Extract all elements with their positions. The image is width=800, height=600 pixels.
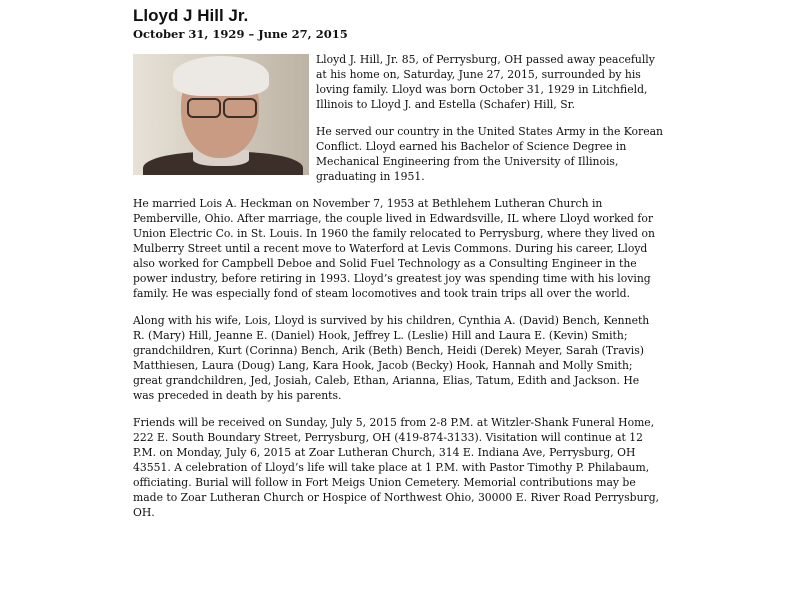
photo-glasses-left	[187, 98, 221, 118]
photo-hair	[173, 56, 269, 96]
obituary-dates: October 31, 1929 – June 27, 2015	[133, 27, 348, 41]
paragraph-service: He served our country in the United States Army in the Korean Conflict. Lloyd earned his Bachelor of Science Degree in Mechanical Engineering from the University of Illinois, graduating in 1951.	[316, 125, 663, 183]
paragraph-arrangements: Friends will be received on Sunday, July 5, 2015 from 2-8 P.M. at Witzler-Shank Funeral Home, 222 E. South Boundary Street, Perrysburg, OH (419-874-3133). Visitation will continue at 12 P.M. on Monday, July 6, 2015 at Zoar Lutheran Church, 314 E. Indiana Ave, Perrysburg, OH 43551. A celebration of Lloyd’s life will take place at 1 P.M. with Pastor Timothy P. Philabaum, officiating. Burial will follow in Fort Meigs Union Cemetery. Memorial contributions may be made to Zoar Lutheran Church or Hospice of Northwest Ohio, 30000 E. River Road Perrysburg, OH.	[133, 416, 660, 519]
portrait-photo	[133, 54, 309, 175]
obituary	[133, 6, 663, 532]
paragraph-biography: Lloyd J. Hill, Jr. 85, of Perrysburg, OH passed away peacefully at his home on, Saturday, June 27, 2015, surrounded by his loving family. Lloyd was born October 31, 1929 in Litchfield, Illinois to Lloyd J. and Estella (Schafer) Hill, Sr.	[316, 53, 655, 111]
paragraph-survivors: Along with his wife, Lois, Lloyd is survived by his children, Cynthia A. (David) Bench, Kenneth R. (Mary) Hill, Jeanne E. (Daniel) Hook, Jeffrey L. (Leslie) Hill and Laura E. (Kevin) Smith; grandchildren, Kurt (Corinna) Bench, Arik (Beth) Bench, Heidi (Derek) Meyer, Sarah (Travis) Matthiesen, Laura (Doug) Lang, Kara Hook, Jacob (Becky) Hook, Hannah and Molly Smith; great grandchildren, Jed, Josiah, Caleb, Ethan, Arianna, Elias, Tatum, Edith and Jackson. He was preceded in death by his parents.	[133, 314, 650, 402]
photo-glasses-right	[223, 98, 257, 118]
obituary-title: Lloyd J Hill Jr.	[133, 6, 249, 25]
paragraph-career: He married Lois A. Heckman on November 7, 1953 at Bethlehem Lutheran Church in Pemberville, Ohio. After marriage, the couple lived in Edwardsville, IL where Lloyd worked for Union Electric Co. in St. Louis. In 1960 the family relocated to Perrysburg, where they lived on Mulberry Street until a recent move to Waterford at Levis Commons. During his career, Lloyd also worked for Campbell Deboe and Solid Fuel Technology as a Consulting Engineer in the power industry, before retiring in 1993. Lloyd’s greatest joy was spending time with his loving family. He was especially fond of steam locomotives and took train trips all over the world.	[133, 197, 655, 300]
